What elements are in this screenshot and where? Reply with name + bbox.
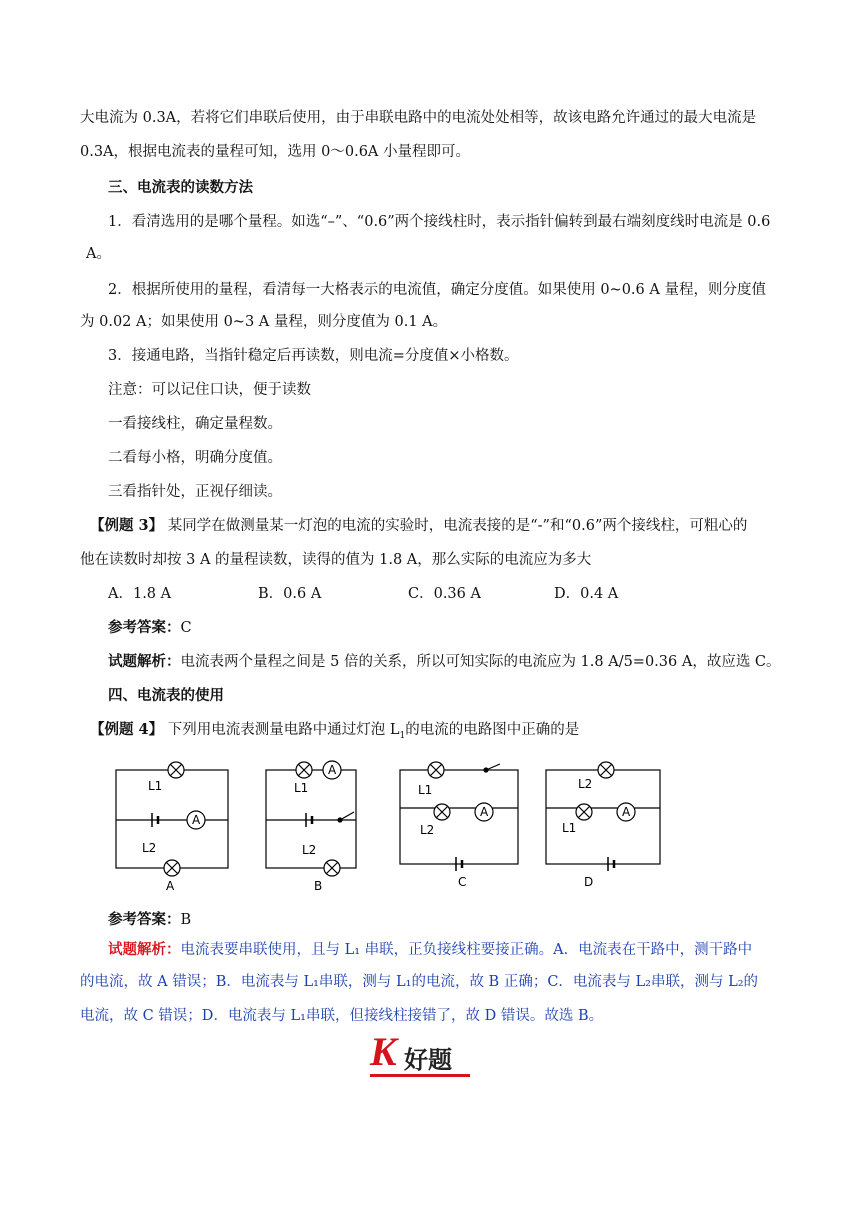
circuit-diagrams xyxy=(108,760,668,890)
ammeter-label: A xyxy=(480,805,489,819)
example-tag: 【例题 3】 xyxy=(90,517,164,534)
para-line: 大电流为 0.3A，若将它们串联后使用，由于串联电路中的电流处处相等，故该电路允许通过的最大电流是 xyxy=(80,110,757,126)
question-text: 他在读数时却按 3 A 的量程读数，读得的值为 1.8 A，那么实际的电流应为多大 xyxy=(80,552,592,568)
ammeter-label: A xyxy=(192,813,201,827)
subscript: 1 xyxy=(399,730,406,741)
question-text: 下列用电流表测量电路中通过灯泡 L xyxy=(167,722,400,738)
lamp-label-l1: L1 xyxy=(148,779,163,793)
analysis-label: 试题解析： xyxy=(108,653,181,670)
options-row xyxy=(108,584,790,604)
diagram-letter: D xyxy=(584,875,594,889)
para-line: A。 xyxy=(86,246,111,262)
question-text: 的电流的电路图中正确的是 xyxy=(405,722,580,738)
note-line: 注意：可以记住口诀，便于读数 xyxy=(108,382,311,398)
section-heading: 三、电流表的读数方法 xyxy=(108,179,253,196)
example-tag: 【例题 4】 xyxy=(90,721,164,738)
answer-label: 参考答案： xyxy=(108,619,181,636)
logo-letter: K xyxy=(370,1029,397,1074)
answer-line xyxy=(108,910,790,930)
rhyme-line: 一看接线柱，确定量程数。 xyxy=(108,416,282,432)
diagram-letter: C xyxy=(458,875,467,889)
rhyme-line: 三看指针处，正视仔细读。 xyxy=(108,484,282,500)
diagram-letter: B xyxy=(314,879,323,890)
answer-label: 参考答案： xyxy=(108,911,181,928)
analysis-label: 试题解析： xyxy=(108,941,181,958)
para-line: 为 0.02 A；如果使用 0~3 A 量程，则分度值为 0.1 A。 xyxy=(80,314,448,330)
rhyme-line: 二看每小格，明确分度值。 xyxy=(108,450,282,466)
lamp-label-l1: L1 xyxy=(294,781,309,795)
lamp-label-l1: L1 xyxy=(418,783,433,797)
analysis-line: 的电流，故 A 错误；B．电流表与 L₁串联，测与 L₁的电流，故 B 正确；C．电流表与 L₂串联，测与 L₂的 xyxy=(80,974,759,990)
lamp-label-l1: L1 xyxy=(562,821,577,835)
circuit-b xyxy=(266,761,356,890)
answer-value: B xyxy=(180,912,192,928)
analysis-line xyxy=(108,940,790,960)
para-line: 2．根据所使用的量程，看清每一大格表示的电流值，确定分度值。如果使用 0~0.6 A 量程，则分度值 xyxy=(108,282,766,298)
circuit-a xyxy=(116,762,228,890)
lamp-label-l2: L2 xyxy=(142,841,157,855)
para-line: 1．看清选用的是哪个量程。如选“–”、“0.6”两个接线柱时，表示指针偏转到最右端刻度线时电流是 0.6 xyxy=(108,214,771,230)
para-line: 3．接通电路，当指针稳定后再读数，则电流=分度值×小格数。 xyxy=(108,348,519,364)
option-a: A．1.8 A xyxy=(108,586,172,602)
analysis-text: 电流表要串联使用，且与 L₁ 串联，正负接线柱要接正确。A．电流表在干路中，测干路中 xyxy=(180,942,753,958)
lamp-label-l2: L2 xyxy=(302,843,317,857)
answer-line xyxy=(108,618,790,638)
option-b: B．0.6 A xyxy=(258,586,322,602)
option-c: C．0.36 A xyxy=(408,586,481,602)
circuit-d xyxy=(546,762,660,889)
logo-underline xyxy=(370,1074,470,1077)
diagram-letter: A xyxy=(166,879,175,890)
example-question xyxy=(90,720,790,746)
option-d: D．0.4 A xyxy=(554,586,619,602)
good-question-logo xyxy=(370,1029,470,1080)
section-heading: 四、电流表的使用 xyxy=(108,687,224,704)
lamp-label-l2: L2 xyxy=(420,823,435,837)
analysis-line xyxy=(108,652,790,672)
ammeter-label: A xyxy=(622,805,631,819)
circuit-c xyxy=(400,762,518,889)
analysis-text: 电流表两个量程之间是 5 倍的关系，所以可知实际的电流应为 1.8 A/5=0.36 A，故应选 C。 xyxy=(180,654,781,670)
para-line: 0.3A，根据电流表的量程可知，选用 0～0.6A 小量程即可。 xyxy=(80,144,471,160)
lamp-label-l2: L2 xyxy=(578,777,593,791)
ammeter-label: A xyxy=(328,763,337,777)
answer-value: C xyxy=(180,620,192,636)
example-question xyxy=(90,516,790,536)
analysis-line: 电流，故 C 错误；D．电流表与 L₁串联，但接线柱接错了，故 D 错误。故选 B。 xyxy=(80,1008,604,1024)
logo-text: 好题 xyxy=(404,1045,452,1074)
question-text: 某同学在做测量某一灯泡的电流的实验时，电流表接的是“-”和“0.6”两个接线柱，可粗心的 xyxy=(167,518,748,534)
